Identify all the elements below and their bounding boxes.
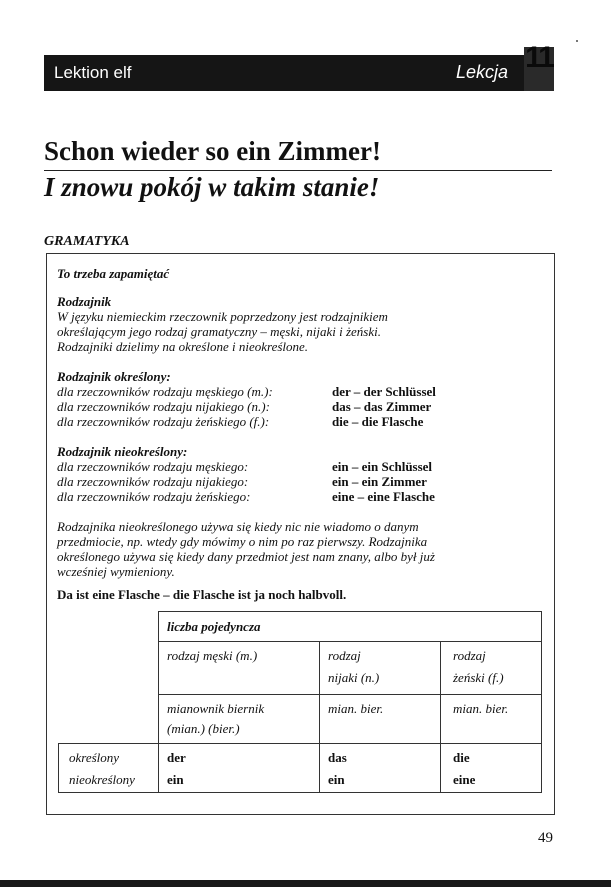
okreslony-title: Rodzajnik określony: [57,369,171,384]
lesson-label-pl: Lekcja [456,62,509,82]
title-german: Schon wieder so ein Zimmer! [44,136,381,166]
section-heading: GRAMATYKA [44,234,130,249]
m-indefinite: ein [167,772,184,787]
gender-f-line1: rodzaj [453,648,486,663]
case-m-line1: mianownik biernik [167,701,265,716]
rodzajnik-line: określającym jego rodzaj gramatyczny – męski, nijaki i żeński. [57,324,381,339]
row-label-indefinite: nieokreślony [69,772,135,787]
case-m-cell [158,694,320,744]
lesson-number: 11 [525,41,553,74]
gender-f-cell [440,641,542,695]
gender-n-cell [319,641,441,695]
row-label-cell [58,743,159,793]
case-f: mian. bier. [453,701,509,716]
rodzajnik-line: Rodzajniki dzielimy na określone i nieokreślone. [57,339,309,354]
okreslony-value: die – die Flasche [332,414,424,429]
case-f-cell [440,694,542,744]
m-articles-cell [158,743,320,793]
m-definite: der [167,750,186,765]
nieokreslony-label: dla rzeczowników rodzaju żeńskiego: [57,489,251,504]
gender-f-line2: żeński (f.) [453,670,504,685]
nieokreslony-value: ein – ein Schlüssel [332,459,433,474]
n-articles-cell [319,743,441,793]
usage-line: wcześniej wymieniony. [57,564,175,579]
scan-speck [576,40,578,42]
nieokreslony-value: ein – ein Zimmer [332,474,427,489]
example-sentence: Da ist eine Flasche – die Flasche ist ja noch halbvoll. [57,587,347,602]
table-header-cell [158,611,542,642]
case-m-line2: (mian.) (bier.) [167,721,240,736]
title-polish: I znowu pokój w takim stanie! [44,172,380,202]
lesson-banner [44,41,554,91]
bottom-scan-edge [0,880,611,887]
f-definite: die [453,750,470,765]
table-header: liczba pojedyncza [167,619,261,634]
case-n-cell [319,694,441,744]
usage-line: określonego używa się kiedy dany przedmiot jest nam znany, albo był już [57,549,435,564]
rodzajnik-title: Rodzajnik [57,294,112,309]
nieokreslony-label: dla rzeczowników rodzaju męskiego: [57,459,249,474]
f-indefinite: eine [453,772,476,787]
row-label-definite: określony [69,750,120,765]
gender-n-line1: rodzaj [328,648,361,663]
rodzajnik-line: W języku niemieckim rzeczownik poprzedzony jest rodzajnikiem [57,309,388,324]
usage-line: Rodzajnika nieokreślonego używa się kiedy nic nie wiadomo o danym [57,519,419,534]
okreslony-value: das – das Zimmer [332,399,432,414]
nieokreslony-label: dla rzeczowników rodzaju nijakiego: [57,474,249,489]
okreslony-label: dla rzeczowników rodzaju żeńskiego (f.): [57,414,270,429]
okreslony-value: der – der Schlüssel [332,384,436,399]
usage-line: przedmiocie, np. wtedy gdy mówimy o nim po raz pierwszy. Rodzajnika [57,534,428,549]
gender-m-cell [158,641,320,695]
gender-m: rodzaj męski (m.) [167,648,258,663]
f-articles-cell [440,743,542,793]
title-divider [44,170,552,171]
lesson-label: Lektion elf [54,63,132,82]
nieokreslony-value: eine – eine Flasche [332,489,435,504]
okreslony-label: dla rzeczowników rodzaju męskiego (m.): [57,384,273,399]
n-definite: das [328,750,347,765]
case-n: mian. bier. [328,701,384,716]
box-heading: To trzeba zapamiętać [57,266,170,281]
gender-n-line2: nijaki (n.) [328,670,380,685]
page-number: 49 [538,830,553,846]
okreslony-label: dla rzeczowników rodzaju nijakiego (n.): [57,399,270,414]
n-indefinite: ein [328,772,345,787]
nieokreslony-title: Rodzajnik nieokreślony: [57,444,188,459]
